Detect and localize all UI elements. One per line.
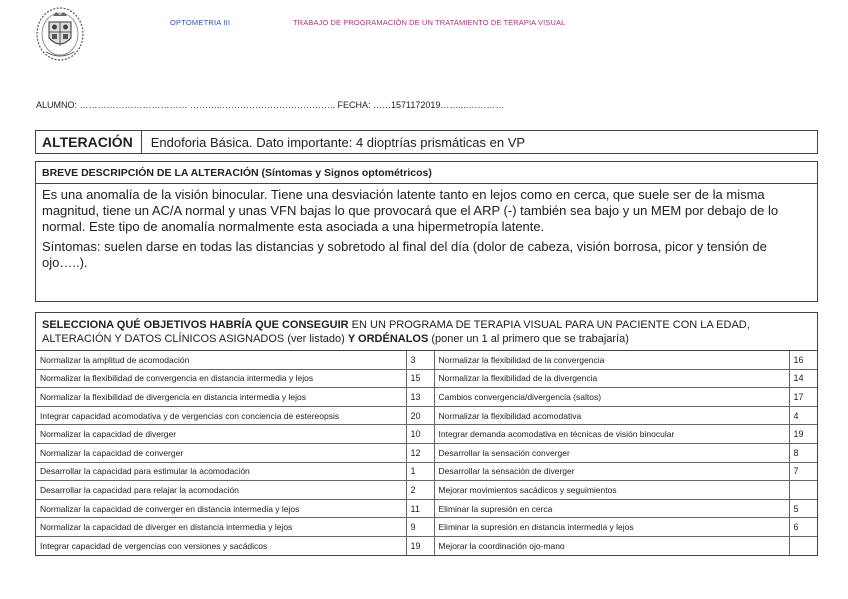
objective-left-order: 15 bbox=[406, 369, 434, 388]
objective-left: Normalizar la capacidad de diverger en distancia intermedia y lejos bbox=[36, 518, 406, 537]
student-date-line: ALUMNO: ……………………………… ………..……………………………….. FECHA: ……1571172019……....………… bbox=[36, 100, 505, 110]
symptoms-paragraph: Síntomas: suelen darse en todas las distancias y sobretodo al final del día (dolor de cabeza, visión borrosa, picor y tensión de ojo…..). bbox=[42, 239, 767, 270]
table-row bbox=[36, 481, 817, 500]
objective-left-order: 12 bbox=[406, 443, 434, 462]
objective-left-order: 1 bbox=[406, 462, 434, 481]
table-row bbox=[36, 425, 817, 444]
objective-right: Normalizar la flexibilidad de la divergencia bbox=[434, 369, 789, 388]
objective-right: Mejorar movimientos sacádicos y seguimientos bbox=[434, 481, 789, 500]
objectives-box bbox=[35, 312, 818, 556]
objectives-heading-text: EN UN PROGRAMA DE TERAPIA VISUAL PARA UN PACIENTE CON LA EDAD, ALTERACIÓN Y DATOS CLÍNICOS ASIGNADOS (ver listado) bbox=[42, 319, 750, 345]
objectives-heading-note: (poner un 1 al primero que se trabajaría) bbox=[428, 333, 629, 345]
table-row bbox=[36, 406, 817, 425]
table-row bbox=[36, 518, 817, 537]
objective-left: Normalizar la capacidad de converger en distancia intermedia y lejos bbox=[36, 499, 406, 518]
description-body bbox=[36, 184, 817, 271]
table-row bbox=[36, 443, 817, 462]
objective-left: Desarrollar la capacidad para estimular la acomodación bbox=[36, 462, 406, 481]
objectives-heading-order: Y ORDÉNALOS bbox=[347, 333, 429, 345]
table-row bbox=[36, 388, 817, 407]
university-crest-icon bbox=[34, 4, 86, 64]
objective-right-order: 6 bbox=[789, 518, 817, 537]
objective-right-order bbox=[789, 481, 817, 500]
objectives-table bbox=[36, 351, 817, 555]
objective-left: Integrar capacidad acomodativa y de vergencias con conciencia de estereopsis bbox=[36, 406, 406, 425]
objective-left-order: 11 bbox=[406, 499, 434, 518]
objective-left: Normalizar la capacidad de converger bbox=[36, 443, 406, 462]
table-row bbox=[36, 536, 817, 554]
objective-right: Desarrollar la sensación de diverger bbox=[434, 462, 789, 481]
objective-right: Normalizar la flexibilidad acomodativa bbox=[434, 406, 789, 425]
objective-left: Normalizar la flexibilidad de divergencia en distancia intermedia y lejos bbox=[36, 388, 406, 407]
objective-right-order: 4 bbox=[789, 406, 817, 425]
objective-left-order: 20 bbox=[406, 406, 434, 425]
table-row bbox=[36, 462, 817, 481]
objective-right: Desarrollar la sensación converger bbox=[434, 443, 789, 462]
objective-right-order: 17 bbox=[789, 388, 817, 407]
subject-label: OPTOMETRIA III bbox=[170, 18, 231, 27]
alteration-value: Endoforia Básica. Dato importante: 4 dioptrías prismáticas en VP bbox=[150, 134, 526, 150]
objective-right-order: 8 bbox=[789, 443, 817, 462]
objective-left-order: 3 bbox=[406, 351, 434, 369]
table-row bbox=[36, 369, 817, 388]
objective-left-order: 2 bbox=[406, 481, 434, 500]
objective-right: Integrar demanda acomodativa en técnicas de visión binocular bbox=[434, 425, 789, 444]
objectives-heading bbox=[36, 313, 817, 351]
objective-right: Normalizar la flexibilidad de la convergencia bbox=[434, 351, 789, 369]
objective-left-order: 13 bbox=[406, 388, 434, 407]
objective-right-order: 7 bbox=[789, 462, 817, 481]
description-paragraph: Es una anomalía de la visión binocular. Tiene una desviación latente tanto en lejos como en cerca, que suele ser de la misma magnitud, tiene un AC/A normal y unas VFN bajas lo que provocará que el ARP (-) también sea bajo y un MEM por debajo de lo normal. Este tipo de anomalía normalmente esta asociada a una hipermetropía latente. bbox=[42, 187, 779, 234]
objective-right: Eliminar la supresión en cerca bbox=[434, 499, 789, 518]
alteration-label: ALTERACIÓN bbox=[36, 131, 142, 153]
objective-right-order: 19 bbox=[789, 425, 817, 444]
objective-right: Cambios convergencia/divergencia (saltos) bbox=[434, 388, 789, 407]
objective-right-order bbox=[789, 536, 817, 554]
objective-left: Integrar capacidad de vergencias con versiones y sacádicos bbox=[36, 536, 406, 554]
description-box bbox=[35, 161, 818, 302]
objective-left: Normalizar la flexibilidad de convergencia en distancia intermedia y lejos bbox=[36, 369, 406, 388]
document-title: TRABAJO DE PROGRAMACIÓN DE UN TRATAMIENTO DE TERAPIA VISUAL bbox=[293, 18, 566, 27]
objective-right: Eliminar la supresión en distancia intermedia y lejos bbox=[434, 518, 789, 537]
objective-right-order: 16 bbox=[789, 351, 817, 369]
objective-left: Desarrollar la capacidad para relajar la acomodación bbox=[36, 481, 406, 500]
objective-left-order: 10 bbox=[406, 425, 434, 444]
table-row bbox=[36, 351, 817, 369]
table-row bbox=[36, 499, 817, 518]
objective-left: Normalizar la amplitud de acomodación bbox=[36, 351, 406, 369]
objective-right: Mejorar la coordinación ojo-mano bbox=[434, 536, 789, 554]
objective-right-order: 5 bbox=[789, 499, 817, 518]
objective-left: Normalizar la capacidad de diverger bbox=[36, 425, 406, 444]
objective-left-order: 9 bbox=[406, 518, 434, 537]
objective-left-order: 19 bbox=[406, 536, 434, 554]
alteration-box bbox=[35, 130, 818, 154]
objectives-heading-bold: SELECCIONA QUÉ OBJETIVOS HABRÍA QUE CONSEGUIR bbox=[42, 319, 349, 331]
objective-right-order: 14 bbox=[789, 369, 817, 388]
description-heading: BREVE DESCRIPCIÓN DE LA ALTERACIÓN (Síntomas y Signos optométricos) bbox=[36, 162, 817, 184]
